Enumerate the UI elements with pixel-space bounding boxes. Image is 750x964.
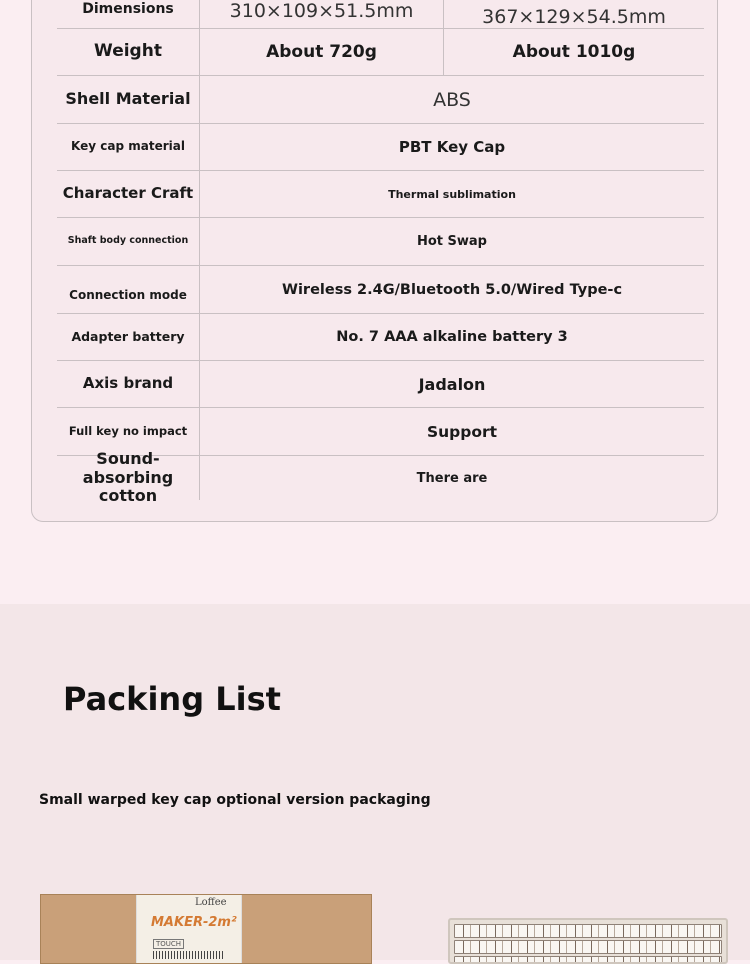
spec-label: Shaft body connection xyxy=(57,218,200,265)
spec-value: ABS xyxy=(433,88,471,111)
spec-row-character-craft xyxy=(57,171,704,218)
spec-label: Dimensions xyxy=(57,0,200,28)
key-row xyxy=(454,940,722,954)
box-label xyxy=(136,895,242,964)
spec-row-shaft-connection xyxy=(57,218,704,266)
box-badge-text: TOUCH xyxy=(153,939,184,949)
spec-value: Jadalon xyxy=(418,374,486,394)
spec-value-large-version: About 1010g xyxy=(512,42,636,62)
spec-row-axis-brand xyxy=(57,361,704,408)
key-row xyxy=(454,956,722,964)
spec-row-keycap-material xyxy=(57,124,704,171)
spec-label: Axis brand xyxy=(57,361,200,407)
spec-label: Connection mode xyxy=(57,266,200,313)
spec-label: Character Craft xyxy=(57,171,200,217)
spec-label: Key cap material xyxy=(57,124,200,170)
spec-row-dimensions xyxy=(57,0,704,29)
spec-label: Adapter battery xyxy=(57,314,200,360)
key-rows xyxy=(454,924,722,964)
packing-list-subtitle: Small warped key cap optional version packaging xyxy=(39,792,431,808)
spec-value: No. 7 AAA alkaline battery 3 xyxy=(336,329,568,345)
spec-value: Thermal sublimation xyxy=(388,187,516,201)
spec-value-small-version: About 720g xyxy=(200,29,444,75)
barcode-icon xyxy=(153,951,223,959)
spec-value-large-version: 367×129×54.5mm xyxy=(482,6,666,28)
spec-label: Weight xyxy=(57,29,200,75)
box-model-text: MAKER-2m² xyxy=(151,915,237,930)
spec-label: Sound-absorbing cotton xyxy=(57,456,200,500)
spec-value: There are xyxy=(416,470,488,486)
packaging-box-image xyxy=(40,894,372,964)
spec-row-shell-material xyxy=(57,76,704,124)
spec-label: Full key no impact xyxy=(57,408,200,455)
packing-list-title: Packing List xyxy=(63,680,281,718)
spec-value: Wireless 2.4G/Bluetooth 5.0/Wired Type-c xyxy=(281,281,623,298)
spec-row-connection-mode xyxy=(57,266,704,314)
spec-row-weight xyxy=(57,29,704,76)
spec-label: Shell Material xyxy=(57,76,200,123)
packing-list-section xyxy=(0,604,750,960)
spec-value: PBT Key Cap xyxy=(398,138,506,156)
spec-value: Hot Swap xyxy=(416,234,487,249)
box-brand-text: Loffee xyxy=(195,897,227,908)
keyboard-image xyxy=(448,918,728,964)
spec-value-small-version: 310×109×51.5mm xyxy=(200,0,444,28)
spec-row-sound-absorbing-cotton xyxy=(57,449,704,506)
spec-row-adapter-battery xyxy=(57,314,704,361)
key-row xyxy=(454,924,722,938)
spec-value: Support xyxy=(426,422,498,441)
